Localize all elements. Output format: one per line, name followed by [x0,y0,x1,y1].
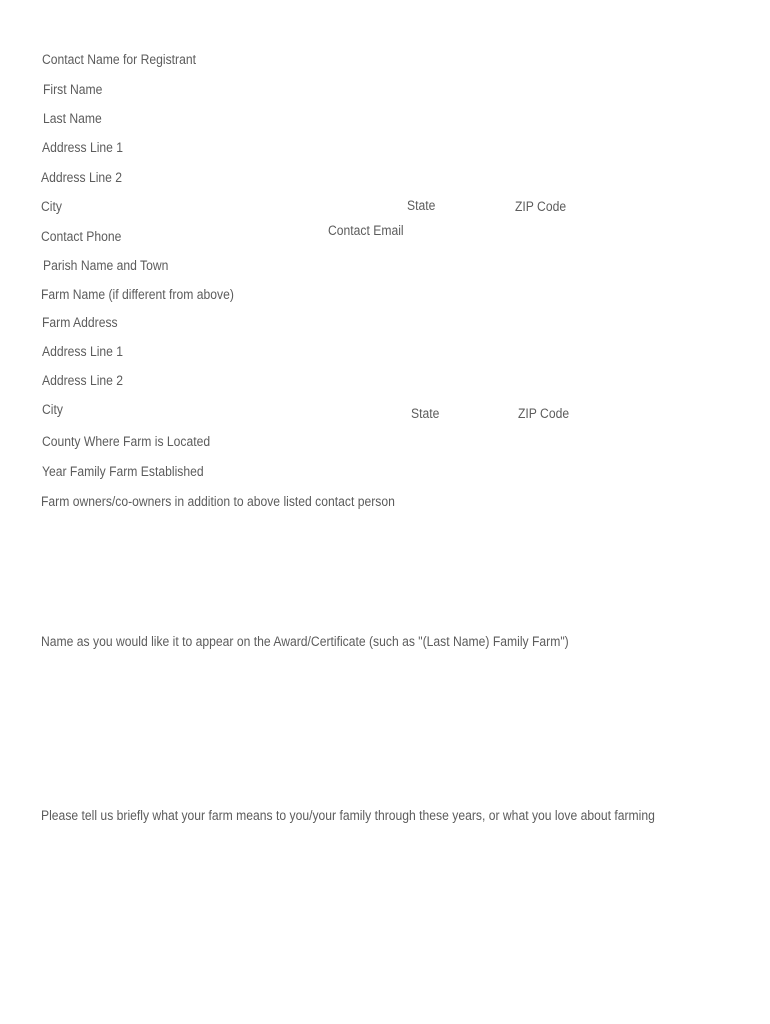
contact-name-label: Contact Name for Registrant [42,52,196,67]
farm-story-label: Please tell us briefly what your farm means to you/your family through these years, or what you love about farming [41,808,655,823]
address-line1-label: Address Line 1 [42,140,124,155]
contact-phone-label: Contact Phone [41,229,122,244]
farm-name-label: Farm Name (if different from above) [41,287,234,302]
farm-city-label: City [42,402,63,417]
owners-label: Farm owners/co-owners in addition to above listed contact person [41,494,395,509]
contact-email-label: Contact Email [328,223,404,238]
award-name-label: Name as you would like it to appear on the Award/Certificate (such as "(Last Name) Family Farm") [41,634,569,649]
farm-address-line2-label: Address Line 2 [42,373,124,388]
county-label: County Where Farm is Located [42,434,211,449]
farm-address-label: Farm Address [42,315,118,330]
last-name-label: Last Name [43,111,102,126]
farm-state-label: State [411,406,440,421]
state-label: State [407,198,436,213]
parish-label: Parish Name and Town [43,258,169,273]
farm-address-line1-label: Address Line 1 [42,344,124,359]
farm-zip-code-label: ZIP Code [518,406,570,421]
zip-code-label: ZIP Code [515,199,567,214]
first-name-label: First Name [43,82,103,97]
year-established-label: Year Family Farm Established [42,464,204,479]
city-label: City [41,199,62,214]
address-line2-label: Address Line 2 [41,170,123,185]
